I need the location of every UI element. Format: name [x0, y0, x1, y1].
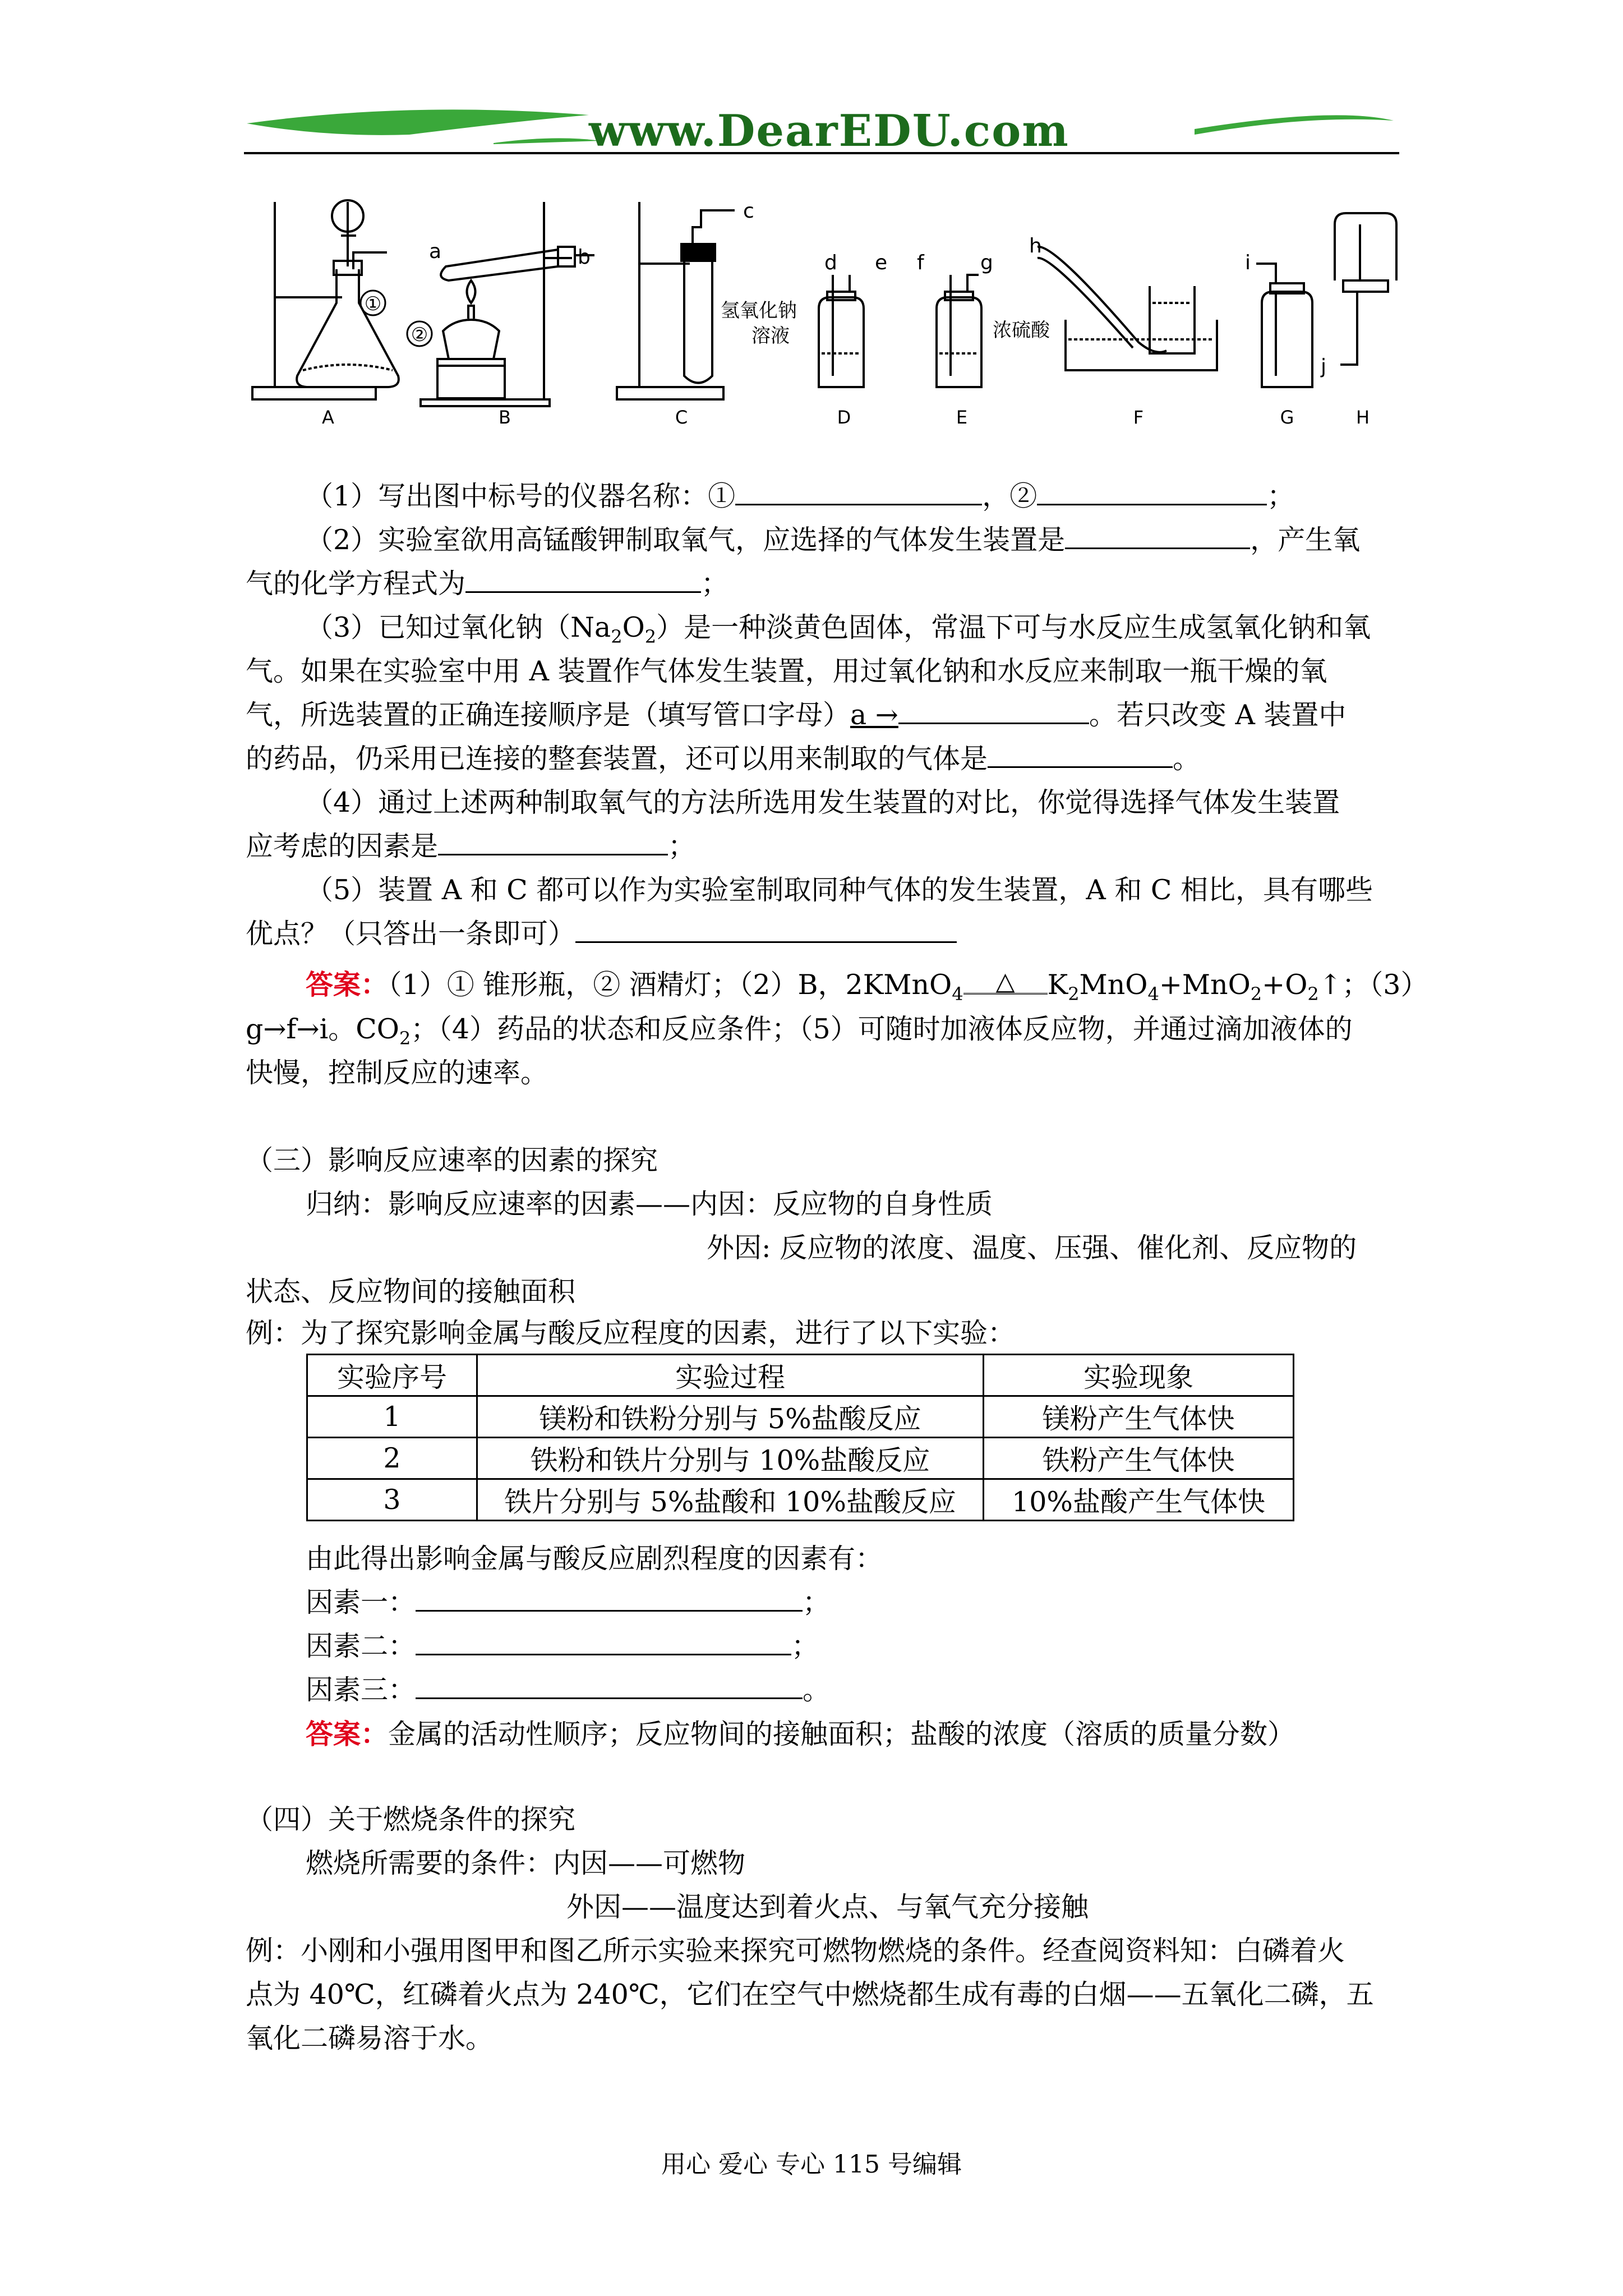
- fig-letter-f: F: [1133, 407, 1144, 428]
- port-h: h: [1029, 234, 1042, 257]
- section-4-para2: 点为 40℃，红磷着火点为 240℃，它们在空气中燃烧都生成有毒的白烟——五氧化二磷，五: [246, 1978, 1374, 2010]
- factor-2: 因素二： ；: [306, 1625, 819, 1668]
- factor-3: 因素三： 。: [306, 1668, 830, 1712]
- apparatus-b: [421, 202, 594, 406]
- apparatus-d: [819, 275, 864, 387]
- apparatus-figure: [241, 191, 1402, 432]
- port-b: b: [578, 246, 591, 269]
- table-row: [307, 1396, 1294, 1438]
- table-cell: 10%盐酸产生气体快: [984, 1479, 1294, 1521]
- table-cell: 铁粉和铁片分别与 10%盐酸反应: [477, 1438, 984, 1479]
- apparatus-c: [617, 202, 735, 399]
- section-3-conclusion: 由此得出影响金属与酸反应剧烈程度的因素有：: [306, 1543, 883, 1575]
- table-cell: 铁片分别与 5%盐酸和 10%盐酸反应: [477, 1479, 984, 1521]
- table-row: [307, 1438, 1294, 1479]
- factor-1: 因素一： ；: [306, 1581, 830, 1625]
- question-1: （1）写出图中标号的仪器名称：① ，② ；: [306, 475, 1294, 518]
- fig-letter-e: E: [956, 407, 968, 428]
- answer-1-line1: 答案：（1）① 锥形瓶，② 酒精灯；（2）B，2KMnO$_4$ △ $K_2MnO_4+MnO_2+O_2↑$；（3）: [306, 967, 1428, 1005]
- fig-letter-b: B: [499, 407, 511, 428]
- answer-blank[interactable]: [988, 738, 1173, 768]
- fig-letter-a: A: [322, 407, 334, 428]
- apparatus-f: [1038, 247, 1217, 370]
- fig-letter-g: G: [1280, 407, 1294, 428]
- experiment-table: [306, 1354, 1294, 1521]
- apparatus-e: [937, 275, 981, 387]
- answer-blank[interactable]: [575, 913, 957, 943]
- answer-1-line3: 快慢，控制反应的速率。: [246, 1057, 548, 1089]
- table-header-row: [307, 1355, 1294, 1396]
- fig-letter-c: C: [675, 407, 688, 428]
- question-4-cont: 应考虑的因素是 ；: [246, 825, 695, 868]
- question-4: （4）通过上述两种制取氧气的方法所选用发生装置的对比，你觉得选择气体发生装置: [306, 786, 1340, 818]
- question-3-line3: 气，所选装置的正确连接顺序是（填写管口字母）a → 。若只改变 A 装置中: [246, 693, 1346, 737]
- answer-blank[interactable]: [416, 1669, 803, 1699]
- port-f: f: [917, 251, 924, 274]
- table-header: 实验序号: [307, 1355, 477, 1396]
- table-cell: 3: [307, 1479, 477, 1521]
- answer-blank[interactable]: [1065, 519, 1250, 549]
- fig-letter-d: D: [837, 407, 851, 428]
- section-4-para3: 氧化二磷易溶于水。: [246, 2022, 494, 2054]
- section-4-line2: 外因——温度达到着火点、与氧气充分接触: [566, 1891, 1089, 1923]
- label-acid: 浓硫酸: [993, 319, 1050, 342]
- table-cell: 镁粉和铁粉分别与 5%盐酸反应: [477, 1396, 984, 1438]
- label-naoh-1: 氢氧化钠: [721, 300, 797, 322]
- fig-letter-h: H: [1355, 407, 1370, 428]
- answer-blank[interactable]: [416, 1582, 803, 1612]
- section-3-example: 例：为了探究影响金属与酸反应程度的因素，进行了以下实验：: [246, 1317, 1016, 1349]
- site-logo-text: www.DearEDU.com: [589, 105, 1069, 157]
- question-5: （5）装置 A 和 C 都可以作为实验室制取同种气体的发生装置，A 和 C 相比，具有哪些: [306, 874, 1373, 906]
- label-naoh-2: 溶液: [751, 325, 790, 347]
- answer-blank[interactable]: [898, 694, 1089, 724]
- table-row: [307, 1479, 1294, 1521]
- page-footer: 用心 爱心 专心 115 号编辑: [661, 2150, 962, 2179]
- question-2-cont: 气的化学方程式为 ；: [246, 562, 728, 606]
- section-3-line1: 归纳：影响反应速率的因素——内因：反应物的自身性质: [306, 1188, 993, 1220]
- label-circle-2: ②: [411, 324, 428, 346]
- question-5-cont: 优点？（只答出一条即可）: [246, 912, 957, 956]
- apparatus-h: [1335, 213, 1396, 365]
- answer-blank[interactable]: [735, 476, 982, 505]
- table-cell: 2: [307, 1438, 477, 1479]
- table-cell: 镁粉产生气体快: [984, 1396, 1294, 1438]
- answer-blank[interactable]: [465, 563, 701, 593]
- port-j: j: [1321, 355, 1327, 378]
- table-cell: 1: [307, 1396, 477, 1438]
- answer-blank[interactable]: [1037, 476, 1267, 505]
- section-4-title: （四）关于燃烧条件的探究: [246, 1803, 576, 1835]
- label-circle-1: ①: [364, 293, 382, 315]
- table-header: 实验现象: [984, 1355, 1294, 1396]
- answer-2: 答案：金属的活动性顺序；反应物间的接触面积；盐酸的浓度（溶质的质量分数）: [306, 1718, 1295, 1750]
- answer-1-line2: g→f→i。$CO_2$；（4）药品的状态和反应条件；（5）可随时加液体反应物，并通过滴加液体的: [246, 1013, 1353, 1049]
- section-4-line1: 燃烧所需要的条件：内因——可燃物: [306, 1847, 746, 1879]
- question-2: （2）实验室欲用高锰酸钾制取氧气，应选择的气体发生装置是 ，产生氧: [306, 518, 1360, 562]
- section-3-line2: 外因: 反应物的浓度、温度、压强、催化剂、反应物的: [707, 1232, 1357, 1264]
- answer-blank[interactable]: [416, 1626, 791, 1655]
- port-g: g: [980, 251, 993, 274]
- question-3: （3）已知过氧化钠$(Na_2O_2)$是一种淡黄色固体，常温下可与水反应生成氢氧化钠和氧: [306, 611, 1371, 647]
- port-i: i: [1245, 251, 1251, 274]
- port-c: c: [743, 200, 754, 223]
- port-d: d: [824, 251, 837, 274]
- table-header: 实验过程: [477, 1355, 984, 1396]
- question-3-line2: 气。如果在实验室中用 A 装置作气体发生装置，用过氧化钠和水反应来制取一瓶干燥的氧: [246, 655, 1327, 687]
- apparatus-g: [1256, 264, 1312, 387]
- answer-blank[interactable]: [438, 826, 668, 855]
- table-cell: 铁粉产生气体快: [984, 1438, 1294, 1479]
- section-4-para1: 例：小刚和小强用图甲和图乙所示实验来探究可燃物燃烧的条件。经查阅资料知：白磷着火: [246, 1935, 1345, 1967]
- section-3-title: （三）影响反应速率的因素的探究: [246, 1144, 658, 1176]
- reaction-condition: △: [963, 970, 1048, 995]
- port-a: a: [429, 240, 442, 263]
- section-3-line3: 状态、反应物间的接触面积: [246, 1276, 576, 1308]
- port-e: e: [875, 251, 888, 274]
- question-3-line4: 的药品，仍采用已连接的整套装置，还可以用来制取的气体是 。: [246, 737, 1200, 781]
